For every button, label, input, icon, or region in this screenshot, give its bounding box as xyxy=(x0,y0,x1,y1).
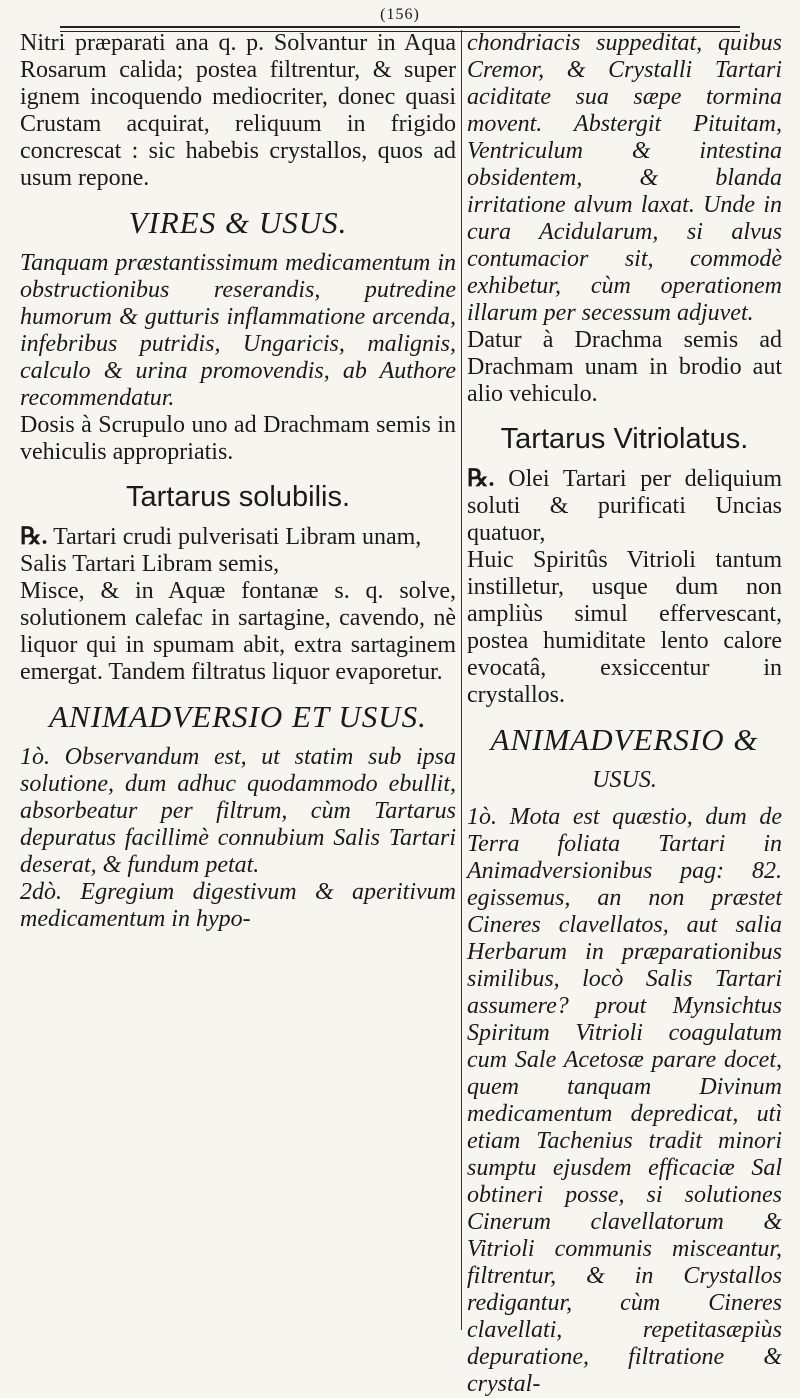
left-recipe-line-1 xyxy=(20,524,456,551)
right-paragraph-1: chondriacis suppeditat, quibus Cremor, & Crystalli Tartari aciditate sua sæpe tormina movent. Abstergit Pituitam, Ventriculum & intestina obsidentem, & blanda irritatione alvum laxat. Unde in cura Acidularum, si alvus contumacior sit, commodè exhibetur, cùm operationem illarum per secessum adjuvet. xyxy=(467,30,782,326)
right-column xyxy=(467,30,783,1397)
left-paragraph-5: 2dò. Egregium digestivum & aperitivum medicamentum in hypo- xyxy=(20,879,456,932)
heading-tartarus-solubilis: Tartarus solubilis. xyxy=(125,481,351,513)
left-column xyxy=(20,30,456,1352)
heading-tartarus-vitriolatus: Tartarus Vitriolatus. xyxy=(500,423,749,455)
heading-vires-usus: VIRES & USUS. xyxy=(128,205,348,240)
subheading-usus: USUS. xyxy=(592,767,657,793)
left-paragraph-2: Tanquam præstantissimum medicamentum in obstructionibus reserandis, putredine humorum & gutturis inflammatione arcenda, infebribus putridis, Ungaricis, malignis, calculo & urina promovendis, ab Authore recommendatur. xyxy=(20,250,456,411)
right-recipe-line-1 xyxy=(467,466,782,547)
left-recipe-line-2: Salis Tartari Libram semis, xyxy=(20,551,280,577)
page-header: (156) xyxy=(380,6,420,23)
right-recipe-text-1: Olei Tartari per deliquium soluti & purificati Uncias quatuor, xyxy=(467,466,783,546)
heading-animadversio-et-usus: ANIMADVERSIO ET USUS. xyxy=(49,699,427,734)
left-paragraph-dosis: Dosis à Scrupulo uno ad Drachmam semis in vehiculis appropriatis. xyxy=(20,412,456,465)
right-paragraph-3: 1ò. Mota est quæstio, dum de Terra foliata Tartari in Animadversionibus pag: 82. egissemus, an non præstet Cineres clavellatos, aut salia Herbarum in præparationibus similibus, locò Salis Tartari assumere? prout Mynsichtus Spiritum Vitrioli coagulatum cum Sale Acetosæ parare docet, quem tanquam Divinum medicamentum depredicat, utì etiam Tachenius tradit minori sumptu ejusdem efficaciæ Sal obtineri posse, si solutiones Cinerum clavellatorum & Vitrioli communis misceantur, filtrentur, & in Crystallos redigantur, cùm Cineres clavellati, repetitasæpiùs depuratione, filtratione & crystal- xyxy=(467,804,782,1397)
right-paragraph-dosis: Datur à Drachma semis ad Drachmam unam in brodio aut alio vehiculo. xyxy=(467,327,782,407)
column-divider xyxy=(461,30,462,1330)
right-recipe-line-2: Huic Spiritûs Vitrioli tantum instilletur, usque dum non ampliùs simul effervescant, postea humiditate lento calore evocatâ, exsiccentur in crystallos. xyxy=(467,547,782,708)
heading-animadversio: ANIMADVERSIO & xyxy=(490,722,759,757)
left-paragraph-4: 1ò. Observandum est, ut statim sub ipsa solutione, dum adhuc quodammodo ebullit, absorbeatur per filtrum, cùm Tartarus depuratus facillimè connubium Salis Tartari deserat, & fundum petat. xyxy=(20,744,456,878)
left-recipe-line-3: Misce, & in Aquæ fontanæ s. q. solve, solutionem calefac in sartagine, cavendo, nè liquor qui in spumam abit, extra sartaginem emergat. Tandem filtratus liquor evaporetur. xyxy=(20,578,456,685)
left-recipe-text-1: Tartari crudi pulverisati Libram unam, xyxy=(53,524,422,550)
recipe-symbol: ℞. xyxy=(20,524,48,550)
left-paragraph-1: Nitri præparati ana q. p. Solvantur in Aqua Rosarum calida; postea filtrentur, & super ignem incoquendo mediocriter, donec quasi Crustam acquirat, reliquum in frigido concrescat : sic habebis crystallos, quos ad usum repone. xyxy=(20,30,456,191)
recipe-symbol: ℞. xyxy=(467,466,495,492)
